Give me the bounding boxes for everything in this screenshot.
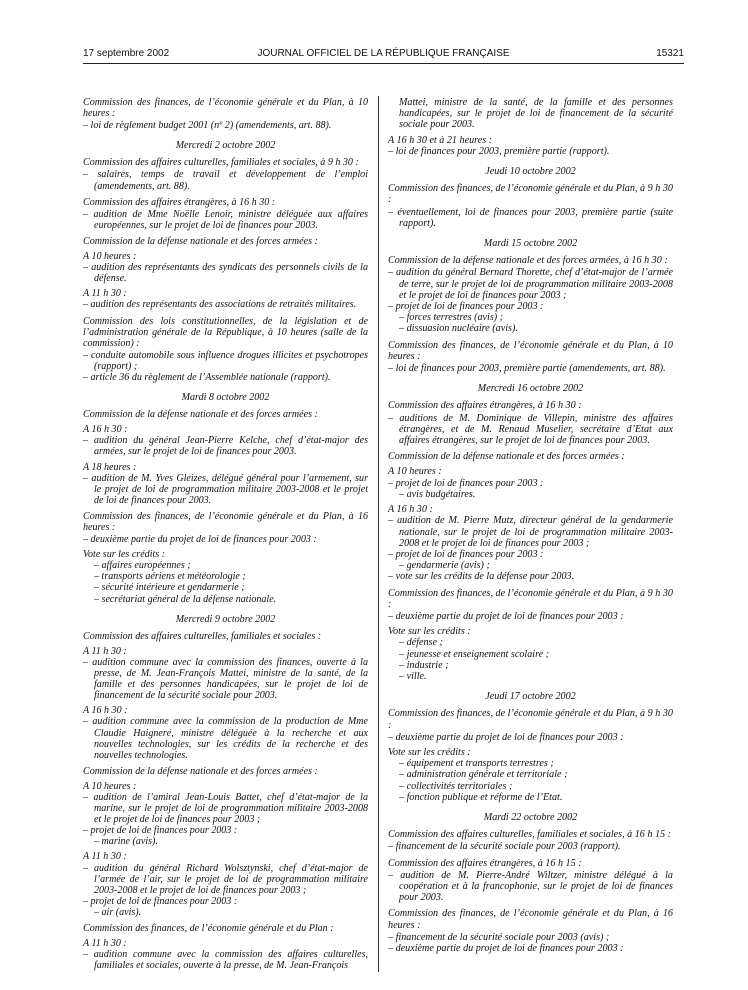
journal-title: JOURNAL OFFICIEL DE LA RÉPUBLIQUE FRANÇAISE: [257, 48, 510, 59]
agenda-item: – audition de l’amiral Jean-Louis Battet, chef d’état-major de la marine, sur le projet de loi de programmation militaire 2003-2008 et le projet de loi de finances pour 2003 ;: [83, 791, 368, 826]
agenda-item: – audition de M. Pierre-André Wiltzer, ministre délégué à la coopération et à la francophonie, sur le projet de loi de finances pour 2003.: [388, 869, 673, 904]
page-number: 15321: [656, 48, 684, 59]
agenda-item: – salaires, temps de travail et développement de l’emploi (amendements, art. 88).: [83, 169, 368, 192]
agenda-subitem: – affaires européennes ;: [94, 560, 191, 572]
committee-line: Commission de la défense nationale et des forces armées, à 16 h 30 :: [388, 255, 668, 267]
committee-line: Commission des affaires culturelles, familiales et sociales :: [83, 630, 322, 642]
agenda-subitem: – collectivités territoriales ;: [399, 780, 513, 792]
sitting-date-heading: Jeudi 17 octobre 2002: [485, 691, 576, 703]
time-line: A 16 h 30 et à 21 heures :: [388, 134, 493, 146]
time-line: A 11 h 30 :: [83, 851, 127, 863]
committee-line: Commission des finances, de l’économie générale et du Plan, à 9 h 30 :: [388, 183, 673, 206]
time-line: A 11 h 30 :: [83, 938, 127, 950]
agenda-item-continued: Mattei, ministre de la santé, de la famille et des personnes handicapées, sur le projet de loi de financement de la sécurité sociale pour 2003.: [399, 97, 673, 131]
agenda-subitem: – administration générale et territoriale ;: [399, 769, 568, 781]
agenda-item: – loi de règlement budget 2001 (nº 2) (amendements, art. 88).: [83, 120, 332, 132]
time-line: A 10 heures :: [83, 251, 137, 263]
column-divider: [378, 96, 379, 972]
agenda-item: – conduite automobile sous influence drogues illicites et psychotropes (rapport) ;: [83, 349, 368, 372]
agenda-item: – vote sur les crédits de la défense pour 2003.: [388, 571, 575, 583]
agenda-item: – financement de la sécurité sociale pour 2003 (rapport).: [388, 841, 621, 853]
right-column: [388, 97, 673, 954]
agenda-item: – audition des représentants des syndicats des personnels civils de la défense.: [83, 262, 368, 285]
committee-line: Commission des affaires étrangères, à 16 h 30 :: [83, 196, 276, 208]
committee-line: Commission des finances, de l’économie générale et du Plan, à 9 h 30 :: [388, 708, 673, 731]
committee-line: Commission des affaires culturelles, familiales et sociales, à 16 h 15 :: [388, 829, 672, 841]
sitting-date-heading: Mercredi 9 octobre 2002: [175, 613, 276, 625]
time-line: A 11 h 30 :: [83, 645, 127, 657]
committee-line: Commission des finances, de l’économie générale et du Plan, à 10 heures :: [388, 339, 673, 362]
committee-line: Commission des finances, de l’économie générale et du Plan, à 16 heures :: [83, 510, 368, 533]
time-line: Vote sur les crédits :: [83, 549, 166, 561]
agenda-item: – audition du général Jean-Pierre Kelche, chef d’état-major des armées, sur le projet de loi de finances pour 2003.: [83, 435, 368, 458]
committee-line: Commission des affaires culturelles, familiales et sociales, à 9 h 30 :: [83, 157, 359, 169]
agenda-subitem: – forces terrestres (avis) ;: [399, 312, 504, 324]
agenda-item: – audition du général Richard Wolsztynski, chef d’état-major de l’armée de l’air, sur le projet de loi de programmation militaire 2003-2008 et le projet de loi de finances pour 2003 ;: [83, 862, 368, 896]
agenda-subitem: – jeunesse et enseignement scolaire ;: [399, 648, 550, 660]
agenda-subitem: – transports aériens et météorologie ;: [94, 571, 246, 583]
agenda-item: – deuxième partie du projet de loi de finances pour 2003 :: [388, 731, 624, 743]
header-date: 17 septembre 2002: [83, 48, 170, 59]
time-line: A 18 heures :: [83, 461, 137, 473]
sitting-date-heading: Jeudi 10 octobre 2002: [485, 166, 576, 178]
committee-line: Commission des finances, de l’économie générale et du Plan, à 10 heures :: [83, 97, 368, 120]
agenda-subitem: – industrie ;: [399, 659, 449, 671]
time-line: A 10 heures :: [83, 780, 137, 792]
committee-line: Commission des finances, de l’économie générale et du Plan, à 16 heures :: [388, 908, 673, 931]
agenda-subitem: – défense ;: [399, 637, 443, 649]
time-line: A 16 h 30 :: [83, 705, 128, 717]
agenda-item: – projet de loi de finances pour 2003 :: [388, 301, 544, 313]
time-line: A 16 h 30 :: [83, 424, 128, 436]
sitting-date-heading: Mardi 8 octobre 2002: [181, 392, 270, 404]
committee-line: Commission des affaires étrangères, à 16 h 30 :: [388, 400, 582, 412]
agenda-item: – loi de finances pour 2003, première partie (amendements, art. 88).: [388, 363, 666, 375]
agenda-item: – audition du général Bernard Thorette, chef d’état-major de l’armée de terre, sur le projet de loi de programmation militaire 2003-2008 et le projet de loi de finances pour 2003 ;: [388, 267, 673, 301]
time-line: A 10 heures :: [388, 466, 442, 478]
time-line: Vote sur les crédits :: [388, 626, 471, 638]
agenda-item: – audition des représentants des associations de retraités militaires.: [83, 299, 357, 311]
agenda-subitem: – équipement et transports terrestres ;: [399, 758, 554, 770]
agenda-subitem: – sécurité intérieure et gendarmerie ;: [94, 582, 245, 594]
agenda-item: – projet de loi de finances pour 2003 :: [83, 895, 238, 907]
time-line: A 16 h 30 :: [388, 504, 433, 516]
agenda-item: – article 36 du règlement de l’Assemblée nationale (rapport).: [83, 371, 331, 383]
header-rule: [83, 63, 684, 64]
agenda-subitem: – gendarmerie (avis) ;: [399, 560, 490, 572]
agenda-item: – audition commune avec la commission de la production de Mme Claudie Haigneré, ministre déléguée à la recherche et aux nouvelles technologies, sur les crédits de la recherche et des nouvelles technologies.: [83, 716, 368, 761]
committee-line: Commission des finances, de l’économie générale et du Plan :: [83, 923, 334, 934]
agenda-item: – deuxième partie du projet de loi de finances pour 2003 :: [388, 610, 624, 622]
agenda-item: – deuxième partie du projet de loi de finances pour 2003 :: [83, 534, 317, 546]
agenda-item: – financement de la sécurité sociale pour 2003 (avis) ;: [388, 931, 610, 943]
agenda-item: – audition commune avec la commission des finances, ouverte à la presse, de M. Jean-François Mattei, ministre de la santé, de la famille et des personnes handicapées, sur le projet de loi de financement de la sécurité sociale pour 2003.: [83, 656, 368, 702]
agenda-item: – projet de loi de finances pour 2003 :: [388, 548, 544, 560]
time-line: Vote sur les crédits :: [388, 746, 471, 758]
agenda-item: – auditions de M. Dominique de Villepin, ministre des affaires étrangères, et de M. Renaud Muselier, secrétaire d’Etat aux affaires étrangères, sur le projet de loi de finances pour 2003.: [388, 412, 673, 447]
running-header: [83, 48, 684, 62]
committee-line: Commission de la défense nationale et des forces armées :: [83, 409, 318, 421]
committee-line: Commission des finances, de l’économie générale et du Plan, à 9 h 30 :: [388, 587, 673, 610]
agenda-item: – audition de M. Pierre Mutz, directeur général de la gendarmerie nationale, sur le projet de loi de programmation militaire 2003-2008 et le projet de loi de finances pour 2003 ;: [388, 515, 673, 549]
sitting-date-heading: Mercredi 2 octobre 2002: [175, 140, 276, 152]
agenda-item: – loi de finances pour 2003, première partie (rapport).: [388, 145, 610, 157]
agenda-item: – deuxième partie du projet de loi de finances pour 2003 :: [388, 943, 624, 954]
agenda-subitem: – marine (avis).: [94, 836, 158, 848]
agenda-subitem: – dissuasion nucléaire (avis).: [399, 323, 518, 335]
agenda-subitem: – secrétariat général de la défense nationale.: [94, 593, 277, 605]
sitting-date-heading: Mardi 15 octobre 2002: [483, 238, 578, 250]
time-line: A 11 h 30 :: [83, 288, 127, 300]
agenda-item: – éventuellement, loi de finances pour 2003, première partie (suite rapport).: [388, 206, 673, 229]
sitting-date-heading: Mardi 22 octobre 2002: [483, 811, 578, 823]
committee-line: Commission des affaires étrangères, à 16 h 15 :: [388, 857, 582, 869]
agenda-item: – projet de loi de finances pour 2003 :: [83, 825, 238, 837]
agenda-subitem: – air (avis).: [94, 906, 142, 918]
committee-line: Commission des lois constitutionnelles, de la législation et de l’administration générale de la République, à 10 heures (salle de la commission) :: [83, 315, 368, 349]
agenda-item: – audition de Mme Noëlle Lenoir, ministre déléguée aux affaires européennes, sur le projet de loi de finances pour 2003.: [83, 208, 368, 231]
agenda-item: – audition de M. Yves Gleizes, délégué général pour l’armement, sur le projet de loi de programmation militaire 2003-2008 et le projet de loi de finances pour 2003.: [83, 472, 368, 506]
agenda-item: – audition commune avec la commission des affaires culturelles, familiales et sociales, ouverte à la presse, de M. Jean-François: [83, 949, 368, 972]
agenda-subitem: – avis budgétaires.: [399, 488, 476, 500]
committee-line: Commission de la défense nationale et des forces armées :: [388, 451, 625, 463]
committee-line: Commission de la défense nationale et des forces armées :: [83, 235, 318, 247]
agenda-subitem: – ville.: [399, 670, 427, 682]
agenda-subitem: – fonction publique et réforme de l’Etat.: [399, 791, 563, 803]
agenda-item: – projet de loi de finances pour 2003 :: [388, 477, 544, 489]
sitting-date-heading: Mercredi 16 octobre 2002: [477, 383, 584, 395]
committee-line: Commission de la défense nationale et des forces armées :: [83, 765, 318, 777]
left-column: [83, 97, 368, 971]
